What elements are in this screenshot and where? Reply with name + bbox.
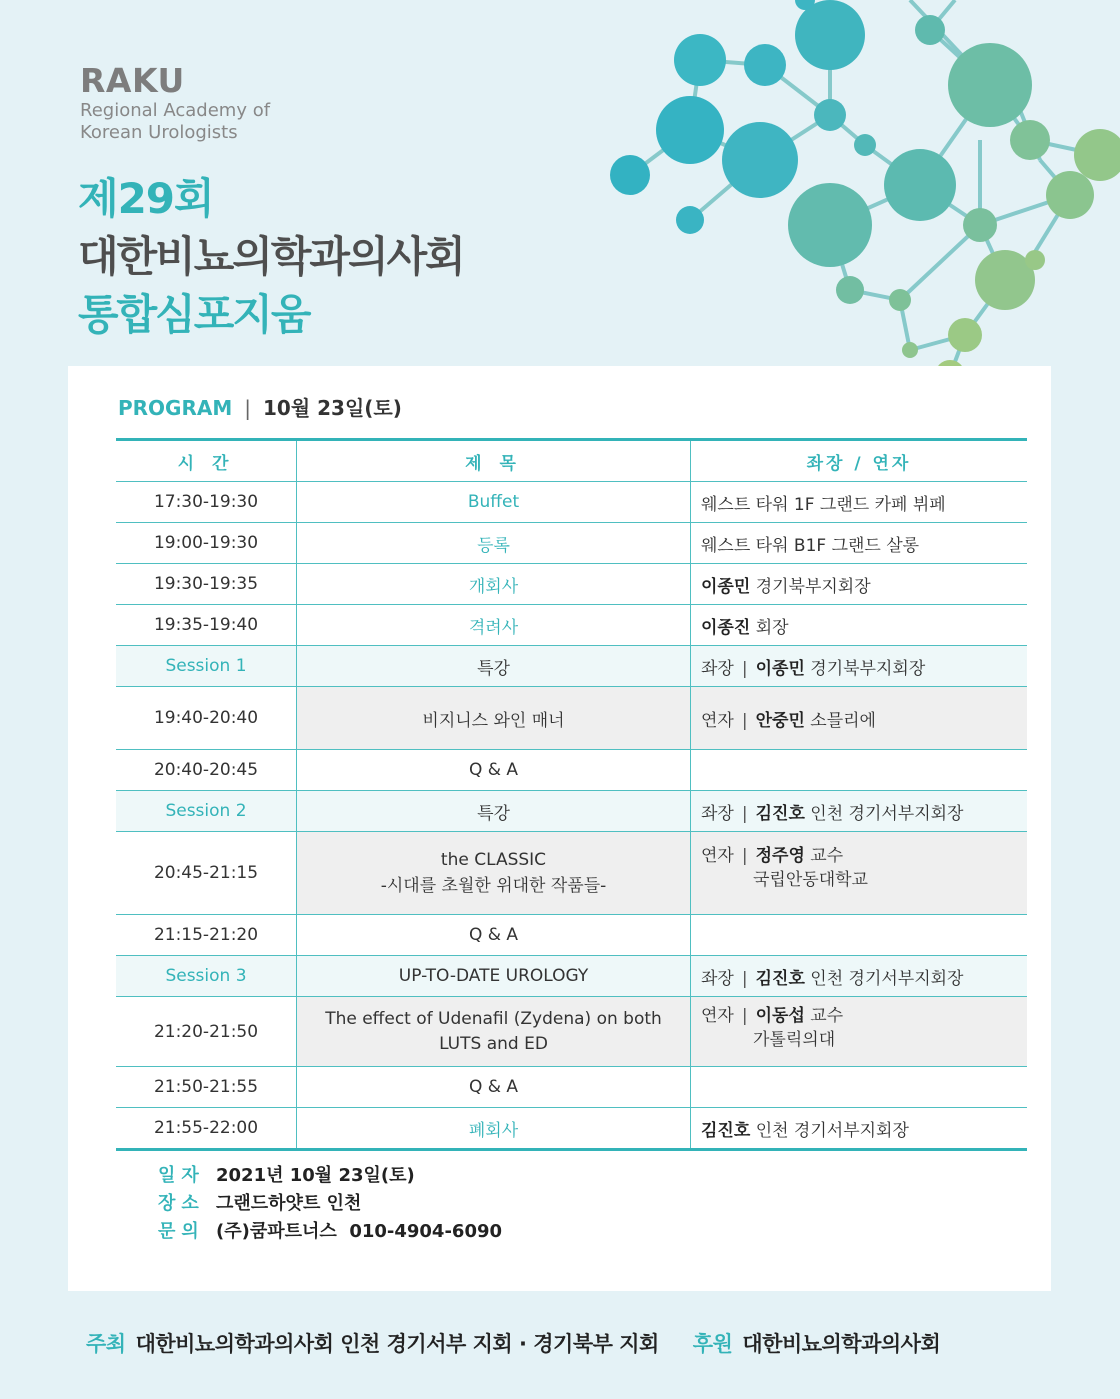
table-row bbox=[116, 832, 1027, 915]
host-value: 대한비뇨의학과의사회 인천 경기서부 지회 · 경기북부 지회 bbox=[135, 1332, 659, 1356]
speaker-affiliation: 경기북부지회장 bbox=[755, 576, 871, 597]
row-time: 21:15-21:20 bbox=[116, 915, 297, 956]
table-row bbox=[116, 687, 1027, 750]
row-info bbox=[691, 915, 1028, 956]
speaker-name: 이종진 bbox=[701, 617, 751, 638]
header-speaker: 좌장 / 연자 bbox=[691, 440, 1028, 482]
speaker-affiliation: 인천 경기서부지회장 bbox=[755, 1120, 909, 1141]
table-row bbox=[116, 564, 1027, 605]
row-time: 17:30-19:30 bbox=[116, 482, 297, 523]
row-title: 폐회사 bbox=[297, 1108, 691, 1150]
event-title bbox=[78, 170, 464, 344]
row-info: 좌장 | 김진호 인천 경기서부지회장 bbox=[691, 956, 1028, 997]
info-date-label: 일자 bbox=[158, 1165, 205, 1186]
footer-credits bbox=[86, 1328, 940, 1358]
speaker-name: 정주영 bbox=[755, 846, 805, 866]
row-title-line2: LUTS and ED bbox=[439, 1033, 548, 1054]
row-title-line2: -시대를 초월한 위대한 작품들- bbox=[380, 876, 607, 896]
row-info: 연자 | 정주영 교수 국립안동대학교 bbox=[691, 832, 1028, 915]
info-place-label: 장소 bbox=[158, 1193, 205, 1214]
row-title-line1: the CLASSIC bbox=[440, 850, 547, 870]
info-date-value: 2021년 10월 23일(토) bbox=[216, 1165, 415, 1186]
info-contact-label: 문의 bbox=[158, 1221, 205, 1242]
speaker-affiliation: 인천 경기서부지회장 bbox=[810, 803, 964, 824]
row-title bbox=[297, 832, 691, 915]
speaker-affiliation: 국립안동대학교 bbox=[753, 870, 868, 890]
raku-logo bbox=[80, 62, 270, 144]
table-row bbox=[116, 1108, 1027, 1150]
info-date bbox=[158, 1162, 502, 1190]
table-row bbox=[116, 915, 1027, 956]
row-info: 웨스트 타워 B1F 그랜드 살롱 bbox=[691, 523, 1028, 564]
sponsor-label: 후원 bbox=[692, 1332, 733, 1356]
sponsor-value: 대한비뇨의학과의사회 bbox=[742, 1332, 941, 1356]
row-time: 21:50-21:55 bbox=[116, 1067, 297, 1108]
row-time: 19:40-20:40 bbox=[116, 687, 297, 750]
row-info: 연자 | 이동섭 교수 가톨릭의대 bbox=[691, 997, 1028, 1067]
logo-line1: Regional Academy of bbox=[80, 100, 271, 121]
host-label: 주최 bbox=[86, 1332, 126, 1356]
row-title: 비지니스 와인 매너 bbox=[297, 687, 691, 750]
role-label: 연자 bbox=[701, 1006, 734, 1026]
program-label: PROGRAM bbox=[118, 396, 233, 420]
event-info bbox=[158, 1162, 502, 1246]
speaker-affiliation: 소믈리에 bbox=[810, 710, 876, 731]
info-place bbox=[158, 1190, 502, 1218]
speaker-title: 교수 bbox=[810, 846, 844, 866]
table-header-row bbox=[116, 440, 1027, 482]
role-label: 연자 bbox=[701, 846, 734, 866]
program-header bbox=[118, 392, 402, 421]
session-label: Session 2 bbox=[116, 791, 297, 832]
row-info bbox=[691, 750, 1028, 791]
table-row bbox=[116, 750, 1027, 791]
role-label: 좌장 bbox=[701, 968, 734, 989]
row-info bbox=[691, 1067, 1028, 1108]
speaker-affiliation: 인천 경기서부지회장 bbox=[810, 968, 964, 989]
table-row bbox=[116, 605, 1027, 646]
info-contact bbox=[158, 1218, 502, 1246]
speaker-name: 이종민 bbox=[755, 658, 805, 679]
row-info bbox=[691, 1108, 1028, 1150]
speaker-name: 김진호 bbox=[701, 1120, 751, 1141]
speaker-name: 김진호 bbox=[755, 803, 805, 824]
row-title: Q & A bbox=[297, 915, 691, 956]
schedule-table bbox=[116, 438, 1027, 1151]
row-time: 21:55-22:00 bbox=[116, 1108, 297, 1150]
title-edition: 제29회 bbox=[78, 174, 214, 223]
table-row bbox=[116, 1067, 1027, 1108]
program-separator: | bbox=[244, 396, 252, 420]
row-info bbox=[691, 605, 1028, 646]
program-panel bbox=[68, 366, 1051, 1291]
role-label: 좌장 bbox=[701, 658, 734, 679]
speaker-name: 김진호 bbox=[755, 968, 805, 989]
row-title: 등록 bbox=[297, 523, 691, 564]
logo-abbr: RAKU bbox=[80, 61, 185, 100]
program-date: 10월 23일(토) bbox=[263, 396, 402, 420]
speaker-name: 이종민 bbox=[701, 576, 751, 597]
session-label: Session 1 bbox=[116, 646, 297, 687]
table-row-session bbox=[116, 646, 1027, 687]
role-label: 연자 bbox=[701, 710, 734, 731]
row-time: 20:40-20:45 bbox=[116, 750, 297, 791]
row-title: 격려사 bbox=[297, 605, 691, 646]
header-title: 제 목 bbox=[297, 440, 691, 482]
row-time: 21:20-21:50 bbox=[116, 997, 297, 1067]
row-info: 좌장 | 이종민 경기북부지회장 bbox=[691, 646, 1028, 687]
row-title bbox=[297, 997, 691, 1067]
table-row bbox=[116, 482, 1027, 523]
title-organization: 대한비뇨의학과의사회 bbox=[78, 232, 464, 281]
row-time: 19:30-19:35 bbox=[116, 564, 297, 605]
speaker-title: 교수 bbox=[810, 1006, 844, 1026]
row-time: 20:45-21:15 bbox=[116, 832, 297, 915]
row-info: 웨스트 타워 1F 그랜드 카페 뷔페 bbox=[691, 482, 1028, 523]
title-symposium: 통합심포지움 bbox=[78, 290, 310, 339]
row-title: 개회사 bbox=[297, 564, 691, 605]
table-row bbox=[116, 523, 1027, 564]
role-label: 좌장 bbox=[701, 803, 734, 824]
row-title: 특강 bbox=[297, 646, 691, 687]
molecule-network-decoration bbox=[600, 0, 1120, 400]
row-info bbox=[691, 564, 1028, 605]
table-row-session bbox=[116, 791, 1027, 832]
speaker-affiliation: 경기북부지회장 bbox=[810, 658, 926, 679]
speaker-affiliation: 가톨릭의대 bbox=[753, 1030, 836, 1050]
info-place-value: 그랜드하얏트 인천 bbox=[216, 1193, 362, 1214]
row-title: Q & A bbox=[297, 750, 691, 791]
row-info: 연자 | 안중민 소믈리에 bbox=[691, 687, 1028, 750]
table-row-session bbox=[116, 956, 1027, 997]
row-info: 좌장 | 김진호 인천 경기서부지회장 bbox=[691, 791, 1028, 832]
row-title-line1: The effect of Udenafil (Zydena) on both bbox=[325, 1008, 662, 1029]
table-row bbox=[116, 997, 1027, 1067]
session-label: Session 3 bbox=[116, 956, 297, 997]
row-title: 특강 bbox=[297, 791, 691, 832]
row-time: 19:00-19:30 bbox=[116, 523, 297, 564]
speaker-name: 이동섭 bbox=[755, 1006, 805, 1026]
logo-line2: Korean Urologists bbox=[80, 122, 238, 143]
row-title: UP-TO-DATE UROLOGY bbox=[297, 956, 691, 997]
row-title: Buffet bbox=[297, 482, 691, 523]
speaker-name: 안중민 bbox=[755, 710, 805, 731]
speaker-affiliation: 회장 bbox=[755, 617, 789, 638]
header-time: 시 간 bbox=[116, 440, 297, 482]
row-time: 19:35-19:40 bbox=[116, 605, 297, 646]
row-title: Q & A bbox=[297, 1067, 691, 1108]
info-contact-value: (주)쿰파트너스 010-4904-6090 bbox=[216, 1221, 503, 1242]
